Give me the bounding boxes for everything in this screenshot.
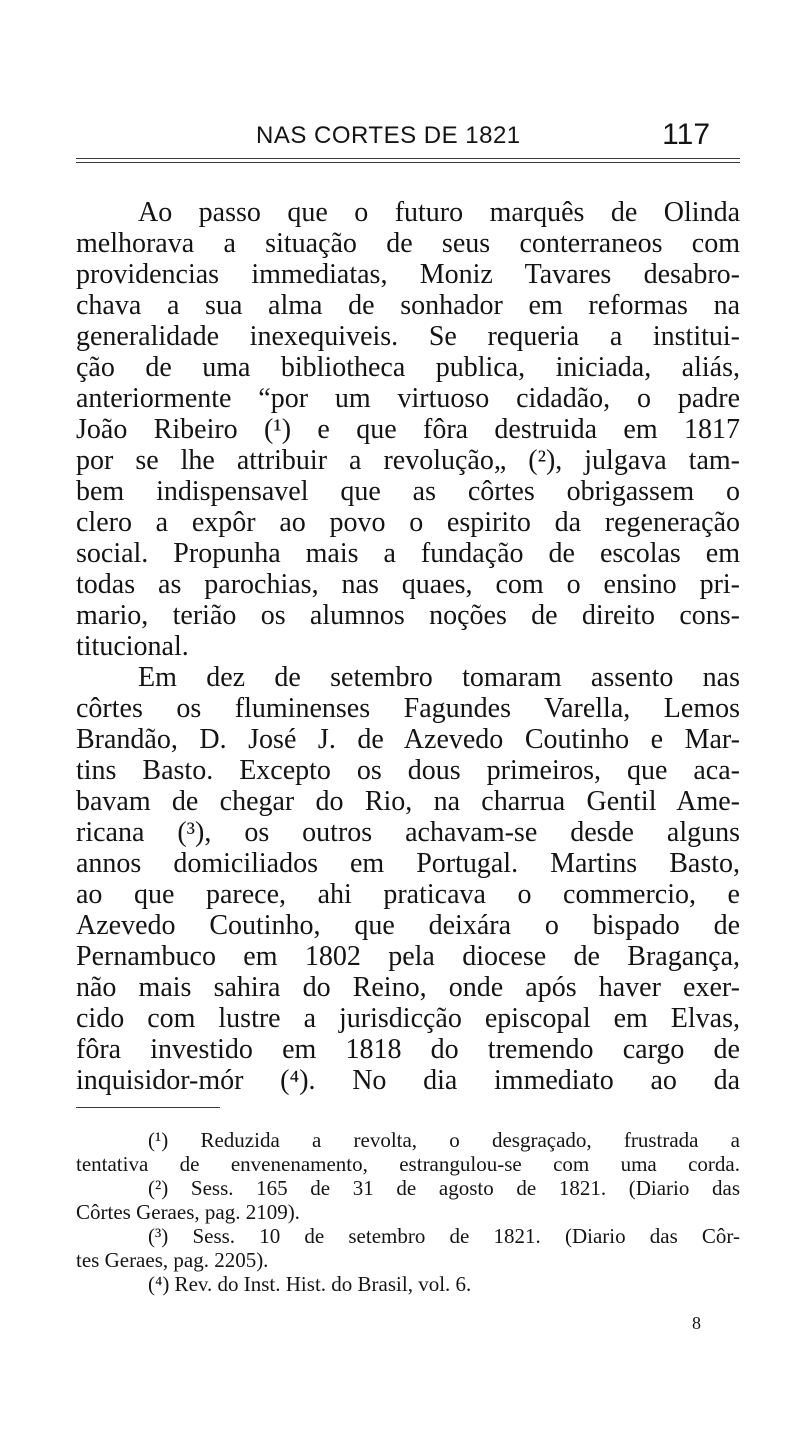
running-head [76,118,740,152]
body-line: cido com lustre a jurisdicção episcopal em Elvas, [76,1003,740,1034]
body-line: generalidade inexequiveis. Se requeria a institui- [76,321,740,352]
footnote-rule [76,1107,220,1108]
body-line: ricana (³), os outros achavam-se desde alguns [76,817,740,848]
footnote-line: (²) Sess. 165 de 31 de agosto de 1821. (Diario das [148,1176,740,1200]
body-line: todas as parochias, nas quaes, com o ensino pri- [76,569,740,600]
body-line: por se lhe attribuir a revolução„ (²), julgava tam- [76,445,740,476]
body-line: titucional. [76,631,189,662]
body-line: Ao passo que o futuro marquês de Olinda [138,197,740,228]
body-line: fôra investido em 1818 do tremendo cargo de [76,1034,740,1065]
body-line: inquisidor-mór (⁴). No dia immediato ao da [76,1065,740,1096]
body-line: bavam de chegar do Rio, na charrua Gentil Ame- [76,786,740,817]
footnotes [76,1128,740,1296]
body-line: tins Basto. Excepto os dous primeiros, que aca- [76,755,740,786]
body-line: Azevedo Coutinho, que deixára o bispado de [76,910,740,941]
footnote-line: (¹) Reduzida a revolta, o desgraçado, frustrada a [148,1128,740,1152]
page-number: 117 [662,118,710,151]
body-line: melhorava a situação de seus conterraneos com [76,228,740,259]
body-line: côrtes os fluminenses Fagundes Varella, Lemos [76,693,740,724]
body-line: mario, terião os alumnos noções de direito cons- [76,600,740,631]
body-line: ao que parece, ahi praticava o commercio, e [76,879,740,910]
body-line: João Ribeiro (¹) e que fôra destruida em 1817 [76,414,740,445]
running-title: NAS CORTES DE 1821 [256,122,521,149]
body-text [76,197,740,1096]
body-line: Brandão, D. José J. de Azevedo Coutinho e Mar- [76,724,740,755]
body-line: bem indispensavel que as côrtes obrigassem o [76,476,740,507]
body-line: Em dez de setembro tomaram assento nas [138,662,740,693]
body-line: Pernambuco em 1802 pela diocese de Bragança, [76,941,740,972]
body-line: social. Propunha mais a fundação de escolas em [76,538,740,569]
body-line: clero a expôr ao povo o espirito da regeneração [76,507,740,538]
footnote-line: tentativa de envenenamento, estrangulou-se com uma corda. [76,1152,740,1176]
body-line: ção de uma bibliotheca publica, iniciada, aliás, [76,352,740,383]
body-line: providencias immediatas, Moniz Tavares desabro- [76,259,740,290]
body-line: não mais sahira do Reino, onde após haver exer- [76,972,740,1003]
footnote-line: (³) Sess. 10 de setembro de 1821. (Diario das Côr- [148,1224,740,1248]
body-line: anteriormente “por um virtuoso cidadão, o padre [76,383,740,414]
header-rule [76,158,740,163]
footnote-line: (⁴) Rev. do Inst. Hist. do Brasil, vol. 6. [148,1272,472,1296]
body-line: chava a sua alma de sonhador em reformas na [76,290,740,321]
signature-mark: 8 [692,1313,701,1333]
footnote-line: Côrtes Geraes, pag. 2109). [76,1200,300,1224]
footnote-line: tes Geraes, pag. 2205). [76,1248,269,1272]
body-line: annos domiciliados em Portugal. Martins Basto, [76,848,740,879]
